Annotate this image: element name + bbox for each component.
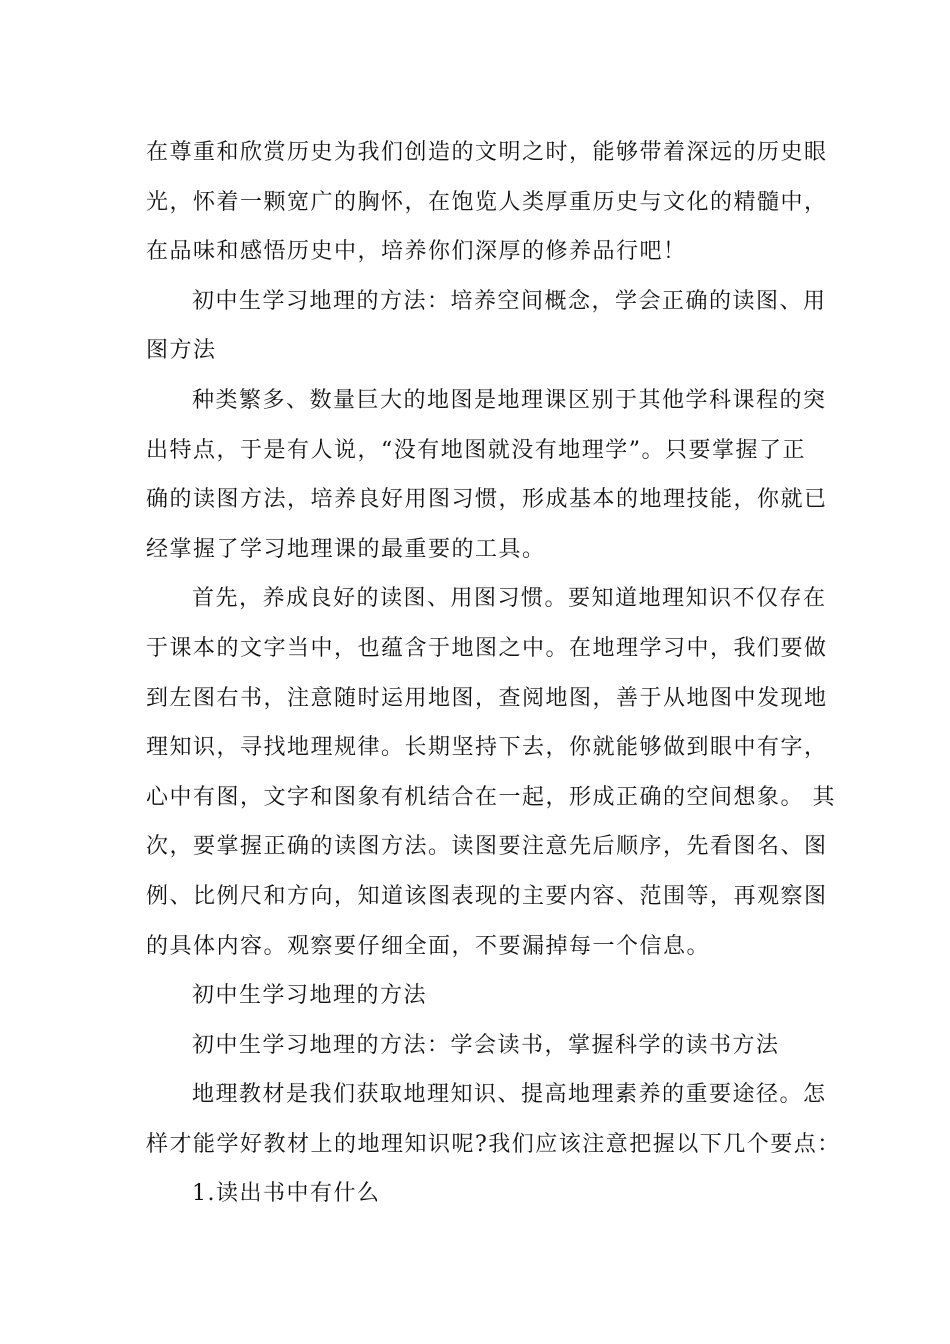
paragraph-section-title: [146, 971, 808, 1021]
text-line: 的具体内容。观察要仔细全面，不要漏掉每一个信息。: [146, 933, 711, 959]
text-line: 次，要掌握正确的读图方法。读图要注意先后顺序，先看图名、图: [146, 834, 828, 860]
text-line: 出特点，于是有人说，“没有地图就没有地理学”。只要掌握了正: [146, 437, 806, 463]
text-line: 地理教材是我们获取地理知识、提高地理素养的重要途径。怎: [192, 1082, 827, 1108]
text-line: 光，怀着一颗宽广的胸怀，在饱览人类厚重历史与文化的精髓中，: [146, 189, 828, 215]
text-line: 图方法: [146, 338, 217, 364]
text-line: 于课本的文字当中，也蕴含于地图之中。在地理学习中，我们要做: [146, 635, 828, 661]
text-line: 理知识，寻找地理规律。长期坚持下去，你就能够做到眼中有字，: [146, 735, 828, 761]
text-line: 样才能学好教材上的地理知识呢?我们应该注意把握以下几个要点：: [146, 1131, 841, 1157]
paragraph-maps-feature: [146, 376, 828, 574]
text-line: 初中生学习地理的方法：培养空间概念，学会正确的读图、用: [192, 288, 827, 314]
text-line: 确的读图方法，培养良好用图习惯，形成基本的地理技能，你就已: [146, 487, 828, 513]
text-line: 1.读出书中有什么: [192, 1181, 381, 1207]
text-line: 在品味和感悟历史中，培养你们深厚的修养品行吧！: [146, 239, 687, 265]
paragraph-history-closing: [146, 128, 828, 277]
paragraph-heading-spatial-concept: [146, 277, 827, 376]
text-line: 经掌握了学习地理课的最重要的工具。: [146, 536, 546, 562]
text-line: 在尊重和欣赏历史为我们创造的文明之时，能够带着深远的历史眼: [146, 140, 828, 165]
text-line: 初中生学习地理的方法: [192, 983, 428, 1009]
text-line: 首先，养成良好的读图、用图习惯。要知道地理知识不仅存在: [192, 586, 827, 612]
document-body: [146, 128, 841, 1219]
paragraph-heading-reading-books: [146, 1021, 808, 1071]
text-line: 心中有图，文字和图象有机结合在一起，形成正确的空间想象。 其: [146, 784, 836, 810]
text-line: 到左图右书，注意随时运用地图，查阅地图，善于从地图中发现地: [146, 685, 828, 711]
text-line: 种类繁多、数量巨大的地图是地理课区别于其他学科课程的突: [192, 387, 827, 413]
text-line: 初中生学习地理的方法：学会读书，掌握科学的读书方法: [192, 1032, 780, 1058]
paragraph-list-item-1: [146, 1169, 808, 1219]
text-line: 例、比例尺和方向，知道该图表现的主要内容、范围等，再观察图: [146, 883, 828, 909]
paragraph-textbook-importance: [146, 1070, 841, 1169]
paragraph-map-reading-habits: [146, 574, 836, 971]
